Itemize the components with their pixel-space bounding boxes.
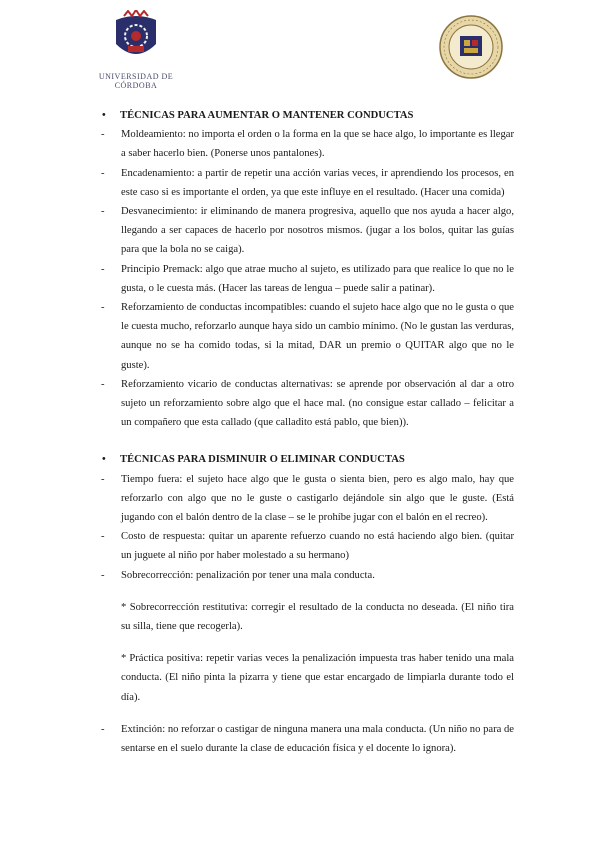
university-logo bbox=[86, 10, 186, 90]
list-item bbox=[98, 470, 514, 528]
list-item bbox=[98, 527, 514, 565]
document-body bbox=[98, 106, 514, 758]
item-text: Encadenamiento: a partir de repetir una acción varias veces, ir aprendiendo los procesos, en este caso si es importante el orden, ya que este influye en el resultado. (Hacer una comida) bbox=[121, 167, 514, 198]
dash-marker: - bbox=[101, 263, 105, 275]
bullet-icon: • bbox=[102, 454, 106, 466]
list-item bbox=[98, 298, 514, 375]
dash-marker: - bbox=[101, 723, 105, 735]
dash-marker: - bbox=[101, 129, 105, 141]
dash-marker: - bbox=[101, 302, 105, 314]
item-text: Moldeamiento: no importa el orden o la forma en la que se hace algo, lo importante es llegar a saber hacerlo bien. (Ponerse unos pantalones). bbox=[121, 129, 514, 160]
sub-item: * Práctica positiva: repetir varias veces la penalización impuesta tras haber tenido una mala conducta. (El niño pinta la pizarra y tiene que estar encargado de limpiarla durante todo el día). bbox=[121, 653, 514, 703]
section-heading-increase bbox=[98, 106, 514, 125]
section-heading-decrease bbox=[98, 450, 514, 469]
dash-marker: - bbox=[101, 206, 105, 218]
list-item bbox=[98, 125, 514, 163]
item-text: Sobrecorrección: penalización por tener una mala conducta. bbox=[121, 569, 375, 581]
bullet-icon: • bbox=[102, 110, 106, 121]
list-item bbox=[98, 164, 514, 202]
item-text: Principio Premack: algo que atrae mucho al sujeto, es utilizado para que realice lo que no le gusta, o le cuesta más. (Hacer las tareas de lengua – puede salir a patinar). bbox=[121, 263, 514, 294]
list-item bbox=[98, 566, 514, 585]
faculty-seal-icon bbox=[438, 14, 504, 80]
sub-item: * Sobrecorrección restitutiva: corregir el resultado de la conducta no deseada. (El niño tira su silla, tiene que recogerla). bbox=[121, 601, 514, 633]
dash-marker: - bbox=[101, 167, 105, 179]
faculty-seal bbox=[438, 14, 504, 80]
dash-marker: - bbox=[101, 378, 105, 390]
dash-marker: - bbox=[101, 473, 105, 485]
list-item bbox=[98, 202, 514, 260]
item-text: Reforzamiento vicario de conductas alternativas: se aprende por observación al dar a otro sujeto un reforzamiento sobre algo que el hace mal. (no consigue estar callado – felicitar a un compañero que esta callado (que calladito está pablo, que bien)). bbox=[121, 378, 514, 429]
item-text: Tiempo fuera: el sujeto hace algo que le gusta o sienta bien, pero es algo malo, hay que reforzarlo con algo que no le guste o castigarlo dejándole sin algo que le guste. (Está jugando con el balón dentro de la clase – se le prohíbe jugar con el balón en el recreo). bbox=[121, 473, 514, 524]
list-item bbox=[98, 375, 514, 433]
item-text: Extinción: no reforzar o castigar de ninguna manera una mala conducta. (Un niño no para de sentarse en el suelo durante la clase de educación física y el docente lo ignora). bbox=[121, 723, 514, 755]
university-caption: UNIVERSIDAD DE CÓRDOBA bbox=[98, 72, 174, 90]
list-item bbox=[98, 720, 514, 758]
item-text: Desvanecimiento: ir eliminando de manera progresiva, aquello que nos ayuda a hacer algo, llegando a ser capaces de hacerlo por nosotros mismos. (jugar a los bolos, quitar las guías para que la bola no se caiga). bbox=[121, 206, 514, 256]
university-crest-icon bbox=[108, 10, 164, 70]
item-text: Reforzamiento de conductas incompatibles: cuando el sujeto hace algo que no le gusta o que le cuesta mucho, reforzarlo aunque haya sido un cambio mínimo. (No le gustan las verduras, aunque no se ha comido todas, si la mitad, DAR un premio o QUITAR algo que no le guste). bbox=[121, 302, 514, 371]
dash-marker: - bbox=[101, 569, 105, 581]
heading-text: TÉCNICAS PARA AUMENTAR O MANTENER CONDUCTAS bbox=[120, 110, 414, 121]
list-item bbox=[98, 260, 514, 298]
heading-text: TÉCNICAS PARA DISMINUIR O ELIMINAR CONDUCTAS bbox=[120, 454, 405, 466]
dash-marker: - bbox=[101, 531, 105, 543]
item-text: Costo de respuesta: quitar un aparente refuerzo cuando no está haciendo algo bien. (quitar un juguete al niño por haber molestado a su hermano) bbox=[121, 531, 514, 562]
